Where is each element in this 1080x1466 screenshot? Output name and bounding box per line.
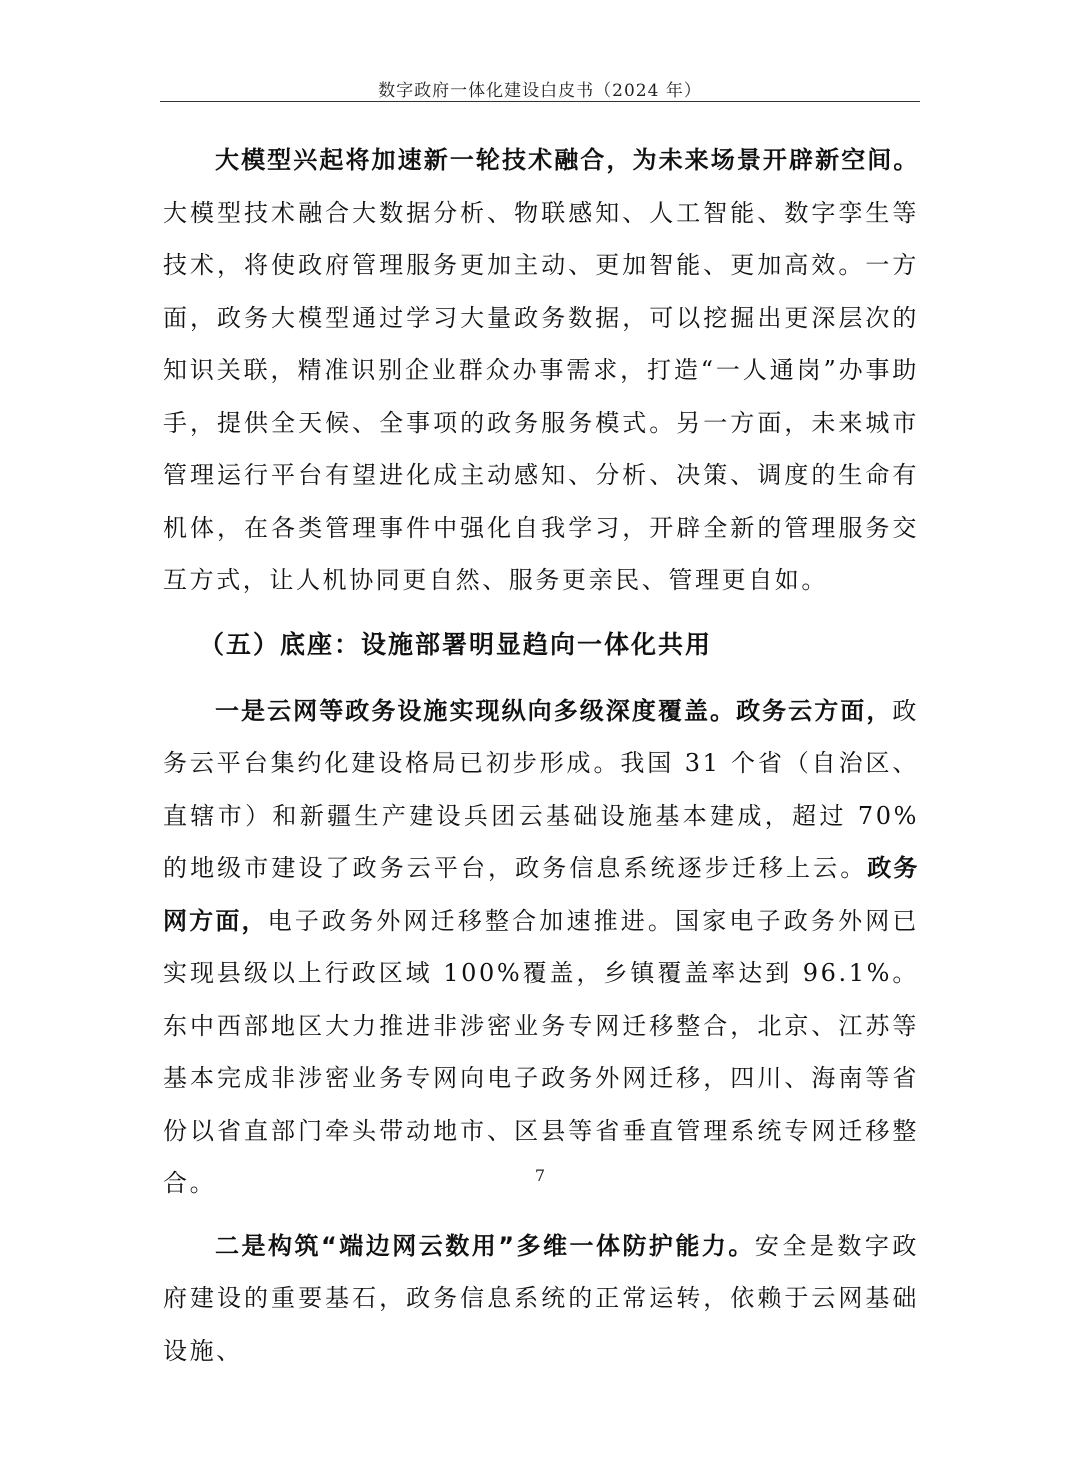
- paragraph-cloud-network: [163, 685, 919, 1210]
- paragraph-lead-gov-cloud: 政务云方面，: [736, 696, 893, 725]
- paragraph-lead-gov-network: 政务网方面，: [163, 854, 919, 935]
- paragraph-text: 政务云平台集约化建设格局已初步形成。我国 31 个省（自治区、直辖市）和新疆生产建设兵团云基础设施基本建成，超过 70%的地级市建设了政务云平台，政务信息系统逐步迁移上云。: [163, 696, 919, 882]
- paragraph-lead: 二是构筑“端边网云数用”多维一体防护能力。: [215, 1231, 755, 1260]
- paragraph-large-model: [163, 134, 919, 607]
- paragraph-lead: 一是云网等政务设施实现纵向多级深度覆盖。: [215, 696, 737, 725]
- section-heading: （五）底座：设施部署明显趋向一体化共用: [199, 629, 713, 659]
- paragraph-gap: [163, 1210, 919, 1220]
- header-rule: [160, 101, 920, 102]
- paragraph-text: 大模型技术融合大数据分析、物联感知、人工智能、数字孪生等技术，将使政府管理服务更加主动、更加智能、更加高效。一方面，政务大模型通过学习大量政务数据，可以挖掘出更深层次的知识关联，精准识别企业群众办事需求，打造“一人通岗”办事助手，提供全天候、全事项的政务服务模式。另一方面，未来城市管理运行平台有望进化成主动感知、分析、决策、调度的生命有机体，在各类管理事件中强化自我学习，开辟全新的管理服务交互方式，让人机协同更自然、服务更亲民、管理更自如。: [163, 198, 919, 594]
- running-header: 数字政府一体化建设白皮书（2024 年）: [378, 81, 702, 101]
- paragraph-text: 安全是数字政府建设的重要基石，政务信息系统的正常运转，依赖于云网基础设施、: [163, 1231, 919, 1365]
- paragraph-security: [163, 1220, 919, 1378]
- page-number: 7: [534, 1166, 546, 1185]
- paragraph-lead: 大模型兴起将加速新一轮技术融合，为未来场景开辟新空间。: [215, 146, 919, 174]
- paragraph-text: 电子政务外网迁移整合加速推进。国家电子政务外网已实现县级以上行政区域 100%覆盖，乡镇覆盖率达到 96.1%。东中西部地区大力推进非涉密业务专网迁移整合，北京、江苏等基本完成非涉密业务专网向电子政务外网迁移，四川、海南等省份以省直部门牵头带动地市、区县等省垂直管理系统专网迁移整合。: [163, 906, 919, 1197]
- page-body: [163, 134, 919, 1377]
